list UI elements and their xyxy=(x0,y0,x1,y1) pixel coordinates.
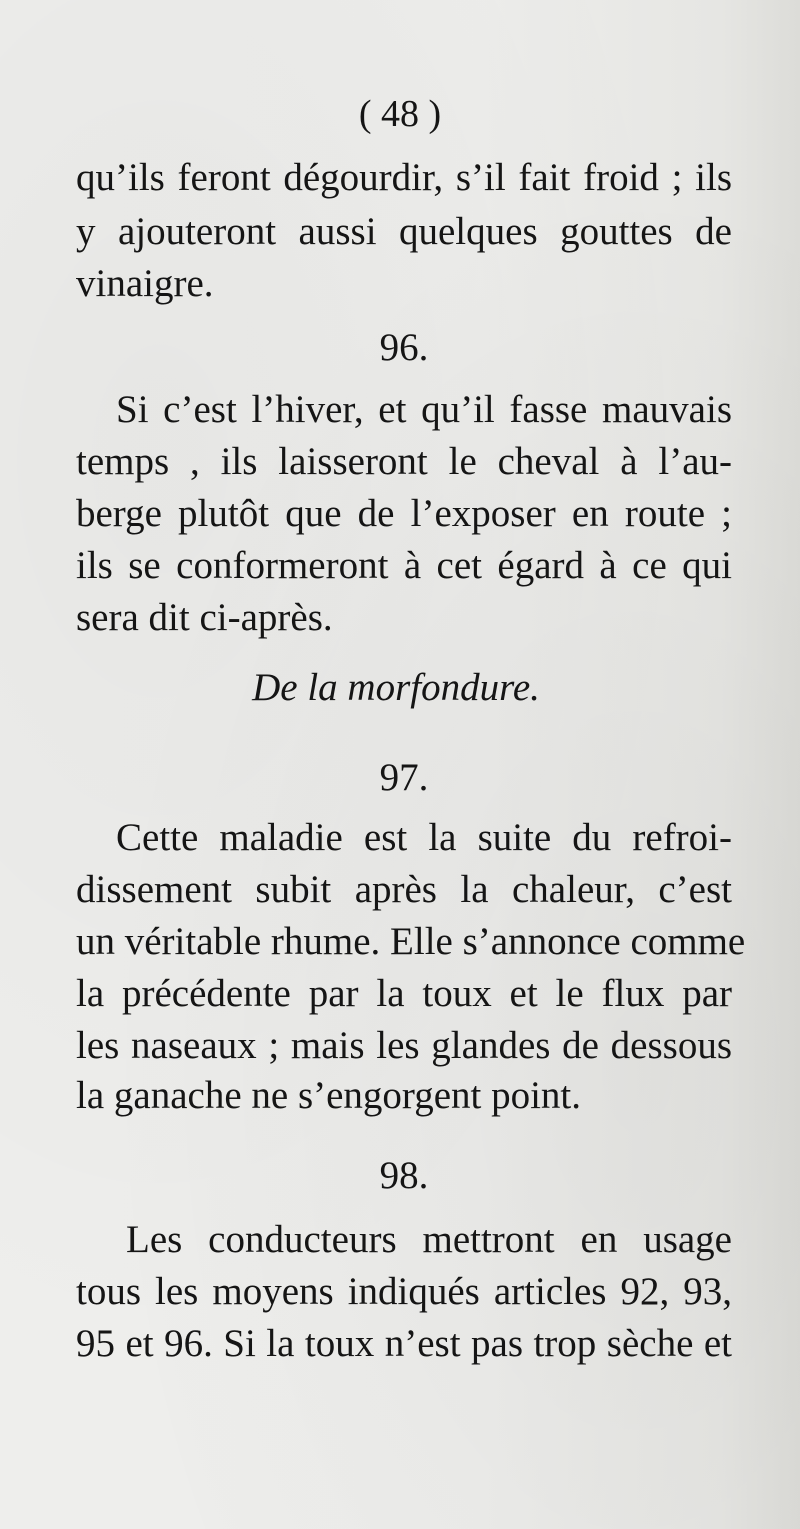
text-line: Si c’est l’hiver, et qu’il fasse mauvais xyxy=(116,388,732,431)
text-line: ils se conformeront à cet égard à ce qui xyxy=(76,544,732,587)
text-line: 95 et 96. Si la toux n’est pas trop sèche et xyxy=(76,1322,732,1365)
text-line: la ganache ne s’engorgent point. xyxy=(76,1074,582,1117)
text-line: Les conducteurs mettront en usage xyxy=(126,1218,732,1261)
page-number: ( 48 ) xyxy=(358,93,442,135)
text-line: y ajouteront aussi quelques gouttes de xyxy=(76,210,732,253)
text-line: Cette maladie est la suite du refroi- xyxy=(116,816,732,859)
section-heading: De la morfondure. xyxy=(252,666,540,709)
article-number-96: 96. xyxy=(379,326,429,369)
text-line: tous les moyens indiqués articles 92, 93, xyxy=(76,1270,732,1313)
article-number-97: 97. xyxy=(379,756,429,799)
text-line: qu’ils feront dégourdir, s’il fait froid ; ils xyxy=(76,156,732,199)
text-line: vinaigre. xyxy=(76,262,214,305)
text-line: dissement subit après la chaleur, c’est xyxy=(76,868,732,911)
article-number-98: 98. xyxy=(379,1154,429,1197)
text-line: temps , ils laisseront le cheval à l’au- xyxy=(76,440,732,483)
text-line: un véritable rhume. Elle s’annonce comme xyxy=(76,920,746,963)
text-line: sera dit ci-après. xyxy=(76,596,333,639)
text-line: berge plutôt que de l’exposer en route ; xyxy=(76,492,732,535)
text-line: la précédente par la toux et le flux par xyxy=(76,972,732,1015)
text-line: les naseaux ; mais les glandes de dessous xyxy=(76,1024,732,1067)
